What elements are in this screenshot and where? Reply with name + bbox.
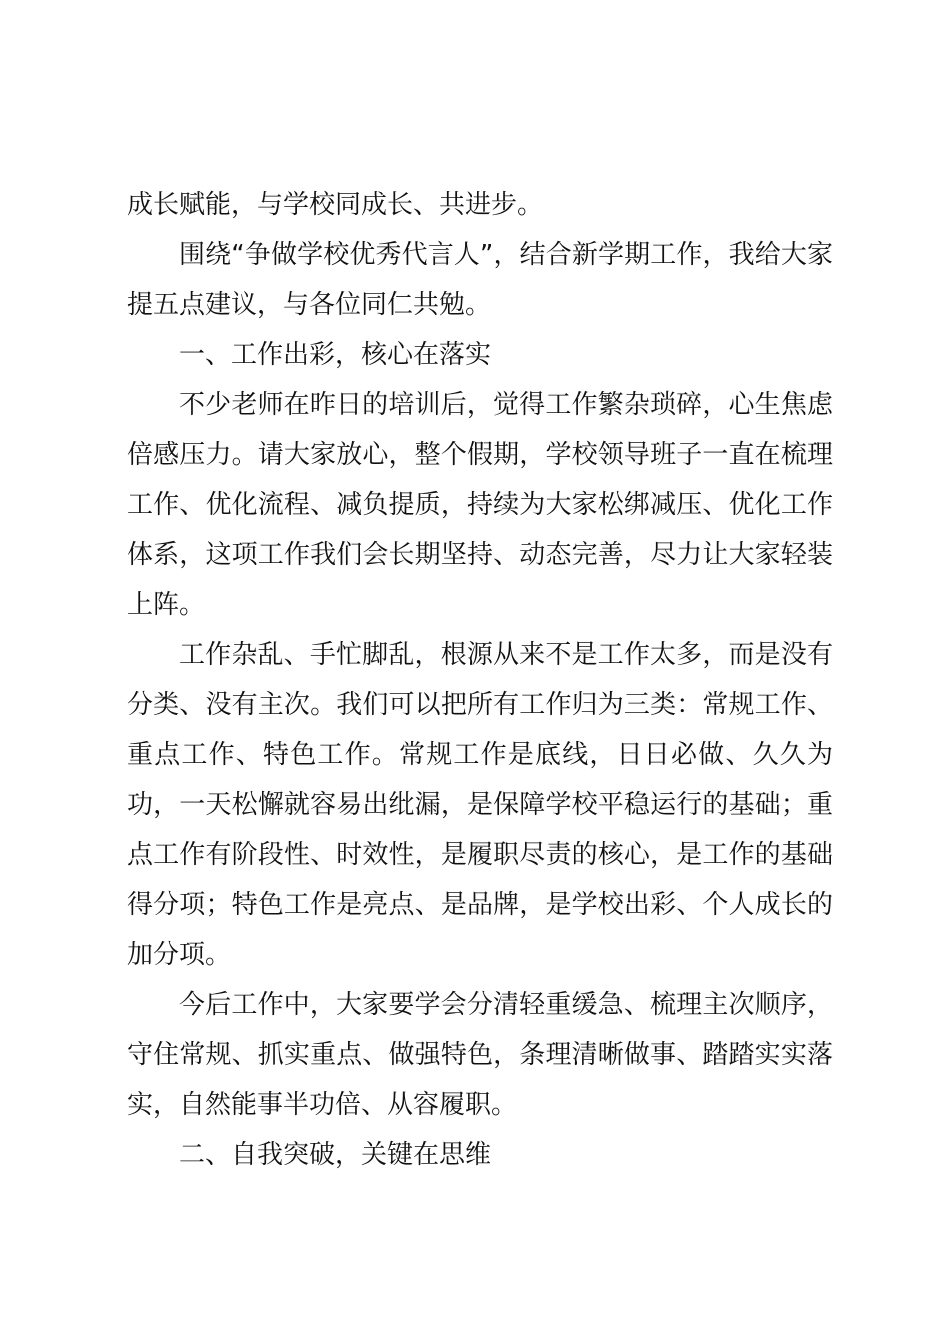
paragraph-body: 工作杂乱、手忙脚乱，根源从来不是工作太多，而是没有分类、没有主次。我们可以把所有工作归为三类：常规工作、重点工作、特色工作。常规工作是底线，日日必做、久久为功，一天松懈就容易出纰漏，是保障学校平稳运行的基础；重点工作有阶段性、时效性，是履职尽责的核心，是工作的基础得分项；特色工作是亮点、是品牌，是学校出彩、个人成长的加分项。: [127, 640, 833, 970]
paragraph-continuation: 成长赋能，与学校同成长、共进步。: [127, 190, 544, 220]
document-body: [127, 180, 833, 1180]
paragraph-body: 今后工作中，大家要学会分清轻重缓急、梳理主次顺序，守住常规、抓实重点、做强特色，条理清晰做事、踏踏实实落实，自然能事半功倍、从容履职。: [127, 990, 833, 1120]
section-heading-1: 一、工作出彩，核心在落实: [179, 340, 492, 370]
paragraph-body: 不少老师在昨日的培训后，觉得工作繁杂琐碎，心生焦虑倍感压力。请大家放心，整个假期，学校领导班子一直在梳理工作、优化流程、减负提质，持续为大家松绑减压、优化工作体系，这项工作我们会长期坚持、动态完善，尽力让大家轻装上阵。: [127, 390, 833, 620]
section-heading-2: 二、自我突破，关键在思维: [179, 1140, 492, 1170]
paragraph-intro: 围绕“争做学校优秀代言人”，结合新学期工作，我给大家提五点建议，与各位同仁共勉。: [127, 240, 833, 320]
